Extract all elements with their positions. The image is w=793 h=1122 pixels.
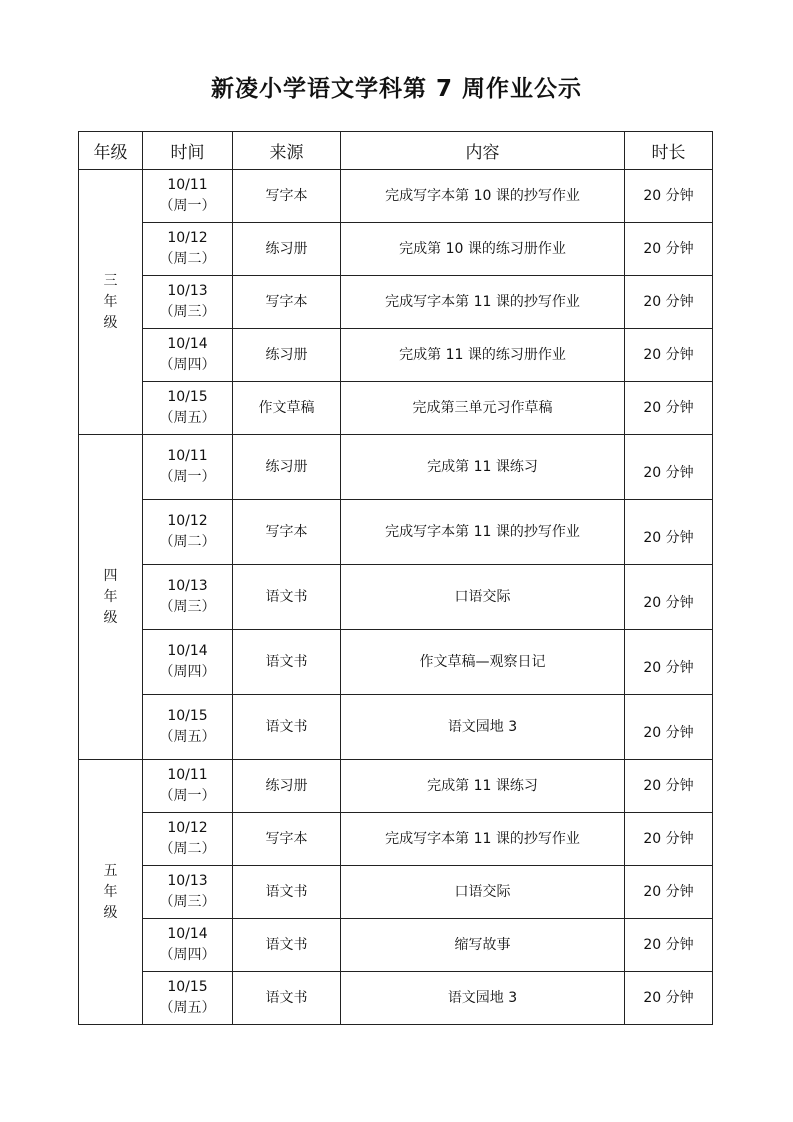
source-cell: 语文书 bbox=[233, 919, 341, 972]
source-cell: 语文书 bbox=[233, 565, 341, 630]
date-text: 10/13 bbox=[167, 873, 208, 889]
grade-label-char: 年 bbox=[103, 293, 118, 310]
header-grade: 年级 bbox=[79, 132, 143, 170]
source-cell: 写字本 bbox=[233, 500, 341, 565]
grade-label-char: 级 bbox=[103, 314, 118, 331]
grade-label-char: 年 bbox=[103, 588, 118, 605]
time-cell bbox=[143, 565, 233, 630]
time-cell bbox=[143, 630, 233, 695]
duration-cell: 20 分钟 bbox=[625, 919, 713, 972]
table-row bbox=[79, 276, 713, 329]
time-cell bbox=[143, 919, 233, 972]
content-cell: 完成写字本第 11 课的抄写作业 bbox=[341, 500, 625, 565]
date-text: 10/11 bbox=[167, 767, 208, 783]
source-cell: 练习册 bbox=[233, 760, 341, 813]
weekday-text: （周一） bbox=[159, 788, 216, 804]
weekday-text: （周三） bbox=[159, 599, 216, 615]
source-cell: 练习册 bbox=[233, 435, 341, 500]
source-cell: 写字本 bbox=[233, 170, 341, 223]
weekday-text: （周二） bbox=[159, 251, 216, 267]
page-title: 新凌小学语文学科第 7 周作业公示 bbox=[210, 76, 583, 102]
duration-cell: 20 分钟 bbox=[625, 565, 713, 630]
content-cell: 完成第三单元习作草稿 bbox=[341, 382, 625, 435]
content-cell: 缩写故事 bbox=[341, 919, 625, 972]
time-cell bbox=[143, 170, 233, 223]
time-cell bbox=[143, 972, 233, 1025]
weekday-text: （周三） bbox=[159, 894, 216, 910]
weekday-text: （周四） bbox=[159, 947, 216, 963]
table-row bbox=[79, 500, 713, 565]
table-row bbox=[79, 382, 713, 435]
time-cell bbox=[143, 382, 233, 435]
grade-label-char: 四 bbox=[103, 567, 118, 584]
grade-label-char: 五 bbox=[103, 862, 118, 879]
time-cell bbox=[143, 813, 233, 866]
source-cell: 语文书 bbox=[233, 866, 341, 919]
duration-cell: 20 分钟 bbox=[625, 276, 713, 329]
time-cell bbox=[143, 695, 233, 760]
content-cell: 作文草稿—观察日记 bbox=[341, 630, 625, 695]
weekday-text: （周二） bbox=[159, 534, 216, 550]
source-cell: 写字本 bbox=[233, 276, 341, 329]
content-cell: 完成第 11 课的练习册作业 bbox=[341, 329, 625, 382]
duration-cell: 20 分钟 bbox=[625, 435, 713, 500]
grade-cell bbox=[79, 435, 143, 760]
content-cell: 完成写字本第 11 课的抄写作业 bbox=[341, 276, 625, 329]
grade-label-char: 年 bbox=[103, 883, 118, 900]
date-text: 10/15 bbox=[167, 708, 208, 724]
grade-cell bbox=[79, 760, 143, 1025]
content-cell: 完成第 11 课练习 bbox=[341, 760, 625, 813]
date-text: 10/13 bbox=[167, 578, 208, 594]
duration-cell: 20 分钟 bbox=[625, 866, 713, 919]
time-cell bbox=[143, 435, 233, 500]
table-body bbox=[79, 170, 713, 1025]
grade-label-char: 三 bbox=[103, 272, 118, 289]
source-cell: 作文草稿 bbox=[233, 382, 341, 435]
duration-cell: 20 分钟 bbox=[625, 972, 713, 1025]
table-row bbox=[79, 760, 713, 813]
duration-cell: 20 分钟 bbox=[625, 170, 713, 223]
date-text: 10/13 bbox=[167, 283, 208, 299]
header-content: 内容 bbox=[341, 132, 625, 170]
grade-label-char: 级 bbox=[103, 904, 118, 921]
weekday-text: （周四） bbox=[159, 357, 216, 373]
time-cell bbox=[143, 866, 233, 919]
source-cell: 练习册 bbox=[233, 223, 341, 276]
header-time: 时间 bbox=[143, 132, 233, 170]
time-cell bbox=[143, 276, 233, 329]
time-cell bbox=[143, 329, 233, 382]
grade-label-char: 级 bbox=[103, 609, 118, 626]
weekday-text: （周五） bbox=[159, 410, 216, 426]
weekday-text: （周二） bbox=[159, 841, 216, 857]
duration-cell: 20 分钟 bbox=[625, 382, 713, 435]
table-row bbox=[79, 329, 713, 382]
date-text: 10/14 bbox=[167, 643, 208, 659]
duration-cell: 20 分钟 bbox=[625, 223, 713, 276]
table-row bbox=[79, 972, 713, 1025]
source-cell: 写字本 bbox=[233, 813, 341, 866]
date-text: 10/11 bbox=[167, 177, 208, 193]
source-cell: 语文书 bbox=[233, 695, 341, 760]
grade-cell bbox=[79, 170, 143, 435]
weekday-text: （周四） bbox=[159, 664, 216, 680]
date-text: 10/15 bbox=[167, 979, 208, 995]
content-cell: 完成写字本第 10 课的抄写作业 bbox=[341, 170, 625, 223]
time-cell bbox=[143, 760, 233, 813]
weekday-text: （周五） bbox=[159, 729, 216, 745]
date-text: 10/11 bbox=[167, 448, 208, 464]
table-row bbox=[79, 223, 713, 276]
date-text: 10/14 bbox=[167, 336, 208, 352]
duration-cell: 20 分钟 bbox=[625, 630, 713, 695]
homework-table bbox=[78, 131, 713, 1025]
source-cell: 语文书 bbox=[233, 630, 341, 695]
table-row bbox=[79, 170, 713, 223]
time-cell bbox=[143, 223, 233, 276]
content-cell: 口语交际 bbox=[341, 866, 625, 919]
date-text: 10/12 bbox=[167, 230, 208, 246]
date-text: 10/12 bbox=[167, 513, 208, 529]
content-cell: 语文园地 3 bbox=[341, 695, 625, 760]
header-duration: 时长 bbox=[625, 132, 713, 170]
table-row bbox=[79, 630, 713, 695]
date-text: 10/15 bbox=[167, 389, 208, 405]
content-cell: 口语交际 bbox=[341, 565, 625, 630]
header-source: 来源 bbox=[233, 132, 341, 170]
duration-cell: 20 分钟 bbox=[625, 813, 713, 866]
table-row bbox=[79, 813, 713, 866]
weekday-text: （周三） bbox=[159, 304, 216, 320]
table-row bbox=[79, 435, 713, 500]
weekday-text: （周一） bbox=[159, 198, 216, 214]
source-cell: 语文书 bbox=[233, 972, 341, 1025]
weekday-text: （周五） bbox=[159, 1000, 216, 1016]
content-cell: 语文园地 3 bbox=[341, 972, 625, 1025]
content-cell: 完成第 11 课练习 bbox=[341, 435, 625, 500]
duration-cell: 20 分钟 bbox=[625, 329, 713, 382]
weekday-text: （周一） bbox=[159, 469, 216, 485]
table-row bbox=[79, 565, 713, 630]
date-text: 10/14 bbox=[167, 926, 208, 942]
duration-cell: 20 分钟 bbox=[625, 695, 713, 760]
table-row bbox=[79, 695, 713, 760]
duration-cell: 20 分钟 bbox=[625, 760, 713, 813]
table-row bbox=[79, 919, 713, 972]
content-cell: 完成写字本第 11 课的抄写作业 bbox=[341, 813, 625, 866]
content-cell: 完成第 10 课的练习册作业 bbox=[341, 223, 625, 276]
table-header-row bbox=[79, 132, 713, 170]
source-cell: 练习册 bbox=[233, 329, 341, 382]
date-text: 10/12 bbox=[167, 820, 208, 836]
table-row bbox=[79, 866, 713, 919]
duration-cell: 20 分钟 bbox=[625, 500, 713, 565]
time-cell bbox=[143, 500, 233, 565]
